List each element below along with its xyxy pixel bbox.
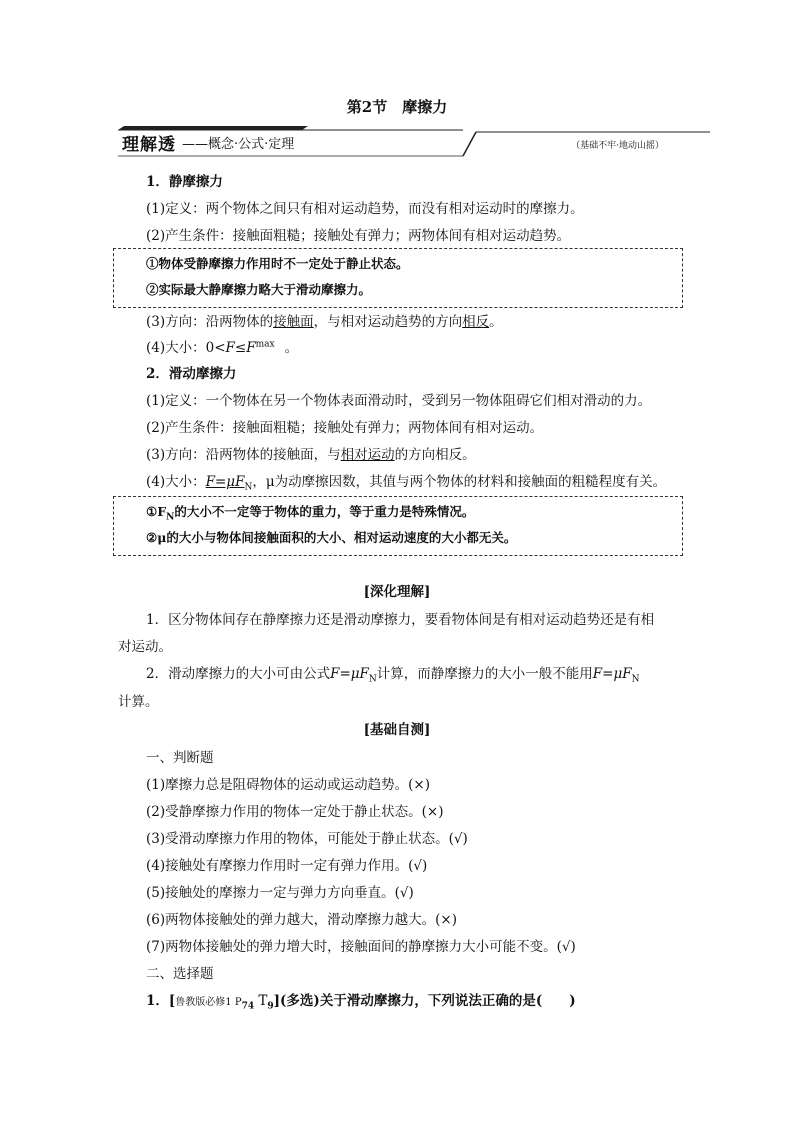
section2-heading: 2．滑动摩擦力 — [146, 366, 237, 382]
judge-item-1: (1)摩擦力总是阻碍物体的运动或运动趋势。(×) — [146, 777, 430, 793]
direction-underline-contact: 接触面 — [273, 314, 314, 330]
deep-p1-line1: 1．区分物体间存在静摩擦力还是滑动摩擦力，要看物体间是有相对运动趋势还是有相 — [146, 612, 655, 628]
magnitude-sup: max — [255, 339, 275, 350]
banner-note: （基础不牢·地动山摇） — [571, 141, 664, 151]
q1-t-sub: 9 — [267, 1001, 274, 1012]
selftest-heading: [基础自测] — [363, 722, 431, 738]
deep-p2-sub1: N — [368, 674, 377, 685]
direction-underline-opposite: 相反 — [462, 314, 490, 330]
direction-text-b: ，与相对运动趋势的方向 — [313, 314, 463, 330]
section1-condition: (2)产生条件：接触面粗糙；接触处有弹力；两物体间有相对运动趋势。 — [146, 228, 571, 244]
section2-note-box — [113, 496, 683, 556]
section2-note-line1 — [146, 502, 474, 523]
q1-page-sub: 74 — [241, 1001, 255, 1012]
section1-magnitude — [146, 336, 298, 356]
magnitude-end: 。 — [284, 340, 299, 356]
banner-heading: 理解透 — [122, 135, 176, 155]
section2-note-line2: ②μ的大小与物体间接触面积的大小、相对运动速度的大小都无关。 — [146, 530, 517, 545]
section1-note-line1: ①物体受静摩擦力作用时不一定处于静止状态。 — [146, 256, 409, 271]
deep-p2-line1 — [146, 662, 640, 685]
q1-source: 鲁教版必修1 P — [175, 997, 242, 1008]
s2-magnitude-formula: F=μF — [205, 474, 245, 490]
magnitude-F2: F — [246, 340, 256, 356]
deep-heading: [深化理解] — [363, 584, 431, 600]
s2-magnitude-sub: N — [244, 482, 253, 493]
s2-direction-b: 的方向相反。 — [394, 447, 476, 463]
deep-p2-sub2: N — [631, 674, 640, 685]
section2-condition: (2)产生条件：接触面粗糙；接触处有弹力；两物体间有相对运动。 — [146, 420, 544, 436]
deep-p2-formula2: F=μF — [592, 666, 632, 682]
deep-p2-a: 2．滑动摩擦力的大小可由公式 — [146, 666, 331, 682]
magnitude-le: ≤ — [234, 340, 247, 356]
section2-definition: (1)定义：一个物体在另一个物体表面滑动时，受到另一物体阻碍它们相对滑动的力。 — [146, 393, 652, 409]
section-banner — [118, 126, 710, 160]
s2-note1-b: 的大小不一定等于物体的重力，等于重力是特殊情况。 — [174, 504, 475, 519]
s2-magnitude-a: (4)大小： — [146, 474, 206, 490]
q1-text: ](多选)关于滑动摩擦力，下列说法正确的是( ) — [273, 993, 576, 1009]
judge-item-6: (6)两物体接触处的弹力越大，滑动摩擦力越大。(×) — [146, 912, 457, 928]
q1-prefix: 1．[ — [146, 993, 176, 1009]
selftest-part1: 一、判断题 — [146, 750, 214, 766]
selftest-part2: 二、选择题 — [146, 966, 214, 982]
banner-subheading: ——概念·公式·定理 — [182, 137, 295, 152]
section1-note-box — [113, 248, 683, 308]
q1-t: T — [254, 993, 268, 1009]
deep-p2-line2: 计算。 — [118, 694, 159, 710]
judge-item-7: (7)两物体接触处的弹力增大时，接触面间的静摩擦力大小可能不变。(√) — [146, 939, 576, 955]
section2-magnitude — [146, 470, 666, 493]
section2-direction — [146, 443, 476, 463]
section1-definition: (1)定义：两个物体之间只有相对运动趋势，而没有相对运动时的摩擦力。 — [146, 201, 584, 217]
s2-note1-a: ①F — [146, 504, 167, 519]
page-title: 第2节 摩擦力 — [346, 98, 448, 116]
judge-item-3: (3)受滑动摩擦力作用的物体，可能处于静止状态。(√) — [146, 831, 468, 847]
magnitude-F: F — [225, 340, 235, 356]
deep-p1-line2: 对运动。 — [118, 639, 172, 655]
judge-item-5: (5)接触处的摩擦力一定与弹力方向垂直。(√) — [146, 885, 414, 901]
section1-note-line2: ②实际最大静摩擦力略大于滑动摩擦力。 — [146, 282, 372, 297]
s2-direction-underline: 相对运动 — [340, 447, 395, 463]
deep-p2-formula1: F=μF — [330, 666, 369, 682]
section1-direction — [146, 310, 503, 330]
choice-question-1 — [146, 989, 576, 1012]
direction-text-c: 。 — [489, 314, 503, 330]
deep-p2-b: 计算，而静摩擦力的大小一般不能用 — [376, 666, 593, 682]
s2-note1-sub: N — [166, 512, 175, 523]
s2-direction-a: (3)方向：沿两物体的接触面，与 — [146, 447, 341, 463]
magnitude-text-a: (4)大小：0< — [146, 340, 226, 356]
section1-heading: 1．静摩擦力 — [146, 174, 223, 190]
direction-text-a: (3)方向：沿两物体的 — [146, 314, 274, 330]
judge-item-2: (2)受静摩擦力作用的物体一定处于静止状态。(×) — [146, 804, 444, 820]
judge-item-4: (4)接触处有摩擦力作用时一定有弹力作用。(√) — [146, 858, 428, 874]
s2-magnitude-b: ，μ为动摩擦因数，其值与两个物体的材料和接触面的粗糙程度有关。 — [252, 474, 667, 490]
